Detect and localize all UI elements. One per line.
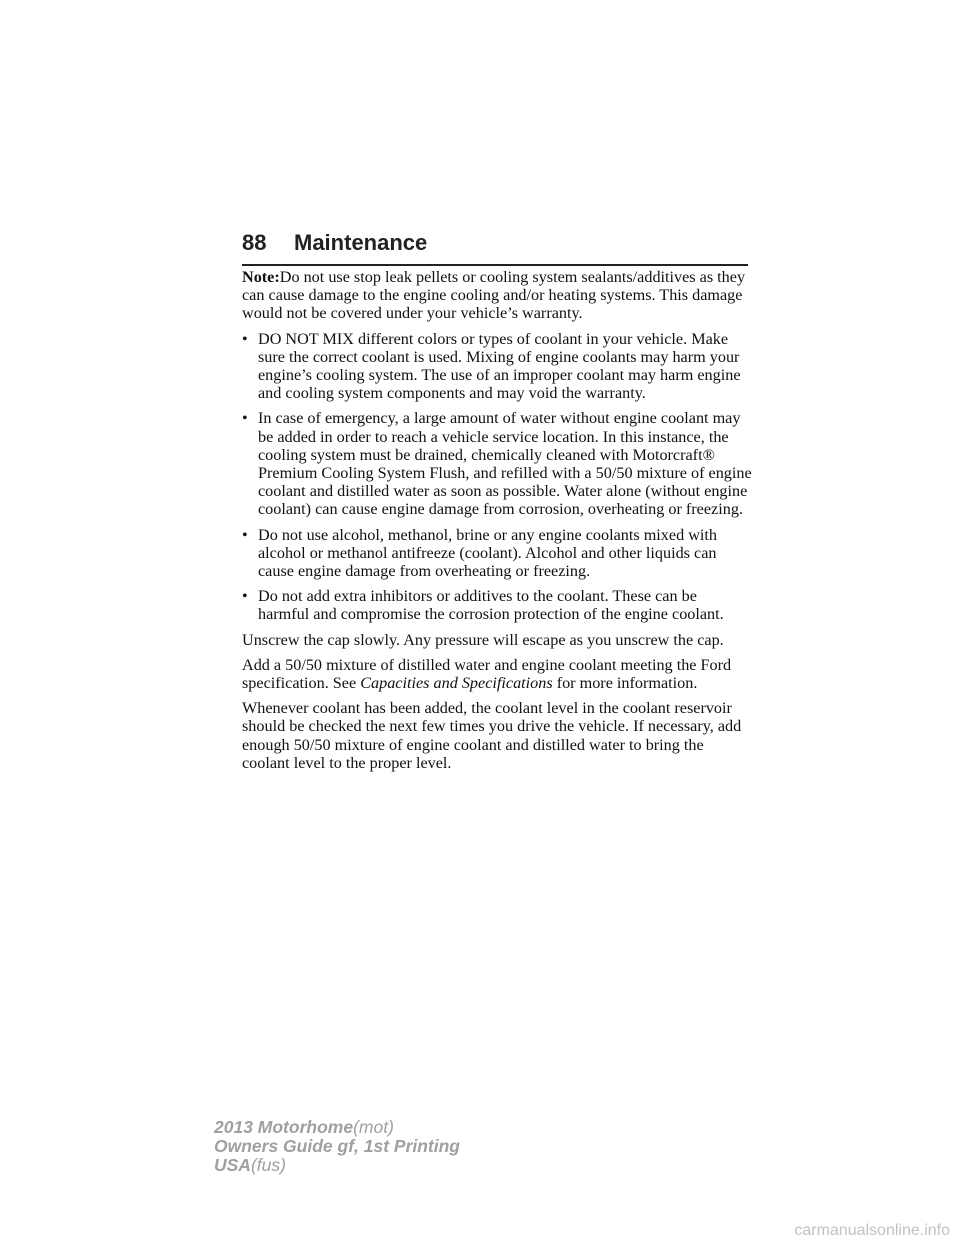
list-item-text: Do not use alcohol, methanol, brine or any engine coolants mixed with alcohol or methanol antifreeze (coolant). Alcohol and other liquids can cause engine damage from overheating or freezing. — [258, 525, 717, 581]
unscrew-paragraph: Unscrew the cap slowly. Any pressure will escape as you unscrew the cap. — [242, 630, 724, 649]
footer-line-guide — [214, 1137, 460, 1156]
document-footer — [214, 1118, 460, 1175]
section-title: Maintenance — [294, 230, 428, 255]
check-level-paragraph: Whenever coolant has been added, the coolant level in the coolant reservoir should be checked the next few times you drive the vehicle. If necessary, add enough 50/50 mixture of engine coolant and distilled water to bring the coolant level to the proper level. — [242, 699, 742, 772]
list-item-text: Do not add extra inhibitors or additives to the coolant. These can be harmful and compromise the corrosion protection of the engine coolant. — [258, 587, 724, 624]
list-item-text: DO NOT MIX different colors or types of coolant in your vehicle. Make sure the correct coolant is used. Mixing of engine coolants may harm your engine’s cooling system. The use of an improper coolant may harm engine and cooling system components and may void the warranty. — [258, 329, 741, 403]
add-coolant-text: Add a 50/50 mixture of distilled water and engine coolant meeting the Ford specification. See — [242, 655, 732, 693]
page-body — [242, 268, 752, 779]
footer-market-code: (fus) — [250, 1155, 286, 1175]
footer-guide: Owners Guide gf, 1st Printing — [214, 1136, 460, 1156]
add-coolant-text-end: for more information. — [552, 674, 698, 693]
list-item-text: In case of emergency, a large amount of water without engine coolant may be added in order to reach a vehicle service location. In this instance, the cooling system must be drained, chemically cleaned with Motorcraft® Premium Cooling System Flush, and refilled with a 50/50 mixture of engine coolant and distilled water as soon as possible. Water alone (without engine coolant) can cause engine damage from corrosion, overheating or freezing. — [258, 409, 752, 519]
bullet-list — [242, 330, 752, 624]
list-item — [242, 526, 752, 581]
list-item — [242, 330, 752, 403]
capacities-reference-link[interactable]: Capacities and Specifications — [360, 674, 553, 693]
footer-market: USA — [214, 1155, 251, 1175]
watermark: carmanualsonline.info — [794, 1222, 950, 1239]
page-header — [242, 230, 748, 266]
add-coolant-paragraph — [242, 656, 752, 692]
footer-line-market — [214, 1156, 460, 1175]
footer-line-model — [214, 1118, 460, 1137]
note-paragraph — [242, 268, 752, 323]
bullet-icon: • — [242, 587, 248, 606]
page-number: 88 — [242, 230, 267, 255]
note-label: Note: — [242, 268, 280, 286]
footer-model-code: (mot) — [353, 1117, 394, 1137]
bullet-icon: • — [242, 409, 248, 428]
note-text: Do not use stop leak pellets or cooling system sealants/additives as they can cause damage to the engine cooling and/or heating systems. This damage would not be covered under your vehicle’s warranty. — [242, 268, 746, 323]
footer-model: 2013 Motorhome — [214, 1117, 354, 1137]
list-item — [242, 587, 752, 623]
list-item — [242, 409, 752, 518]
bullet-icon: • — [242, 525, 248, 544]
bullet-icon: • — [242, 329, 248, 348]
